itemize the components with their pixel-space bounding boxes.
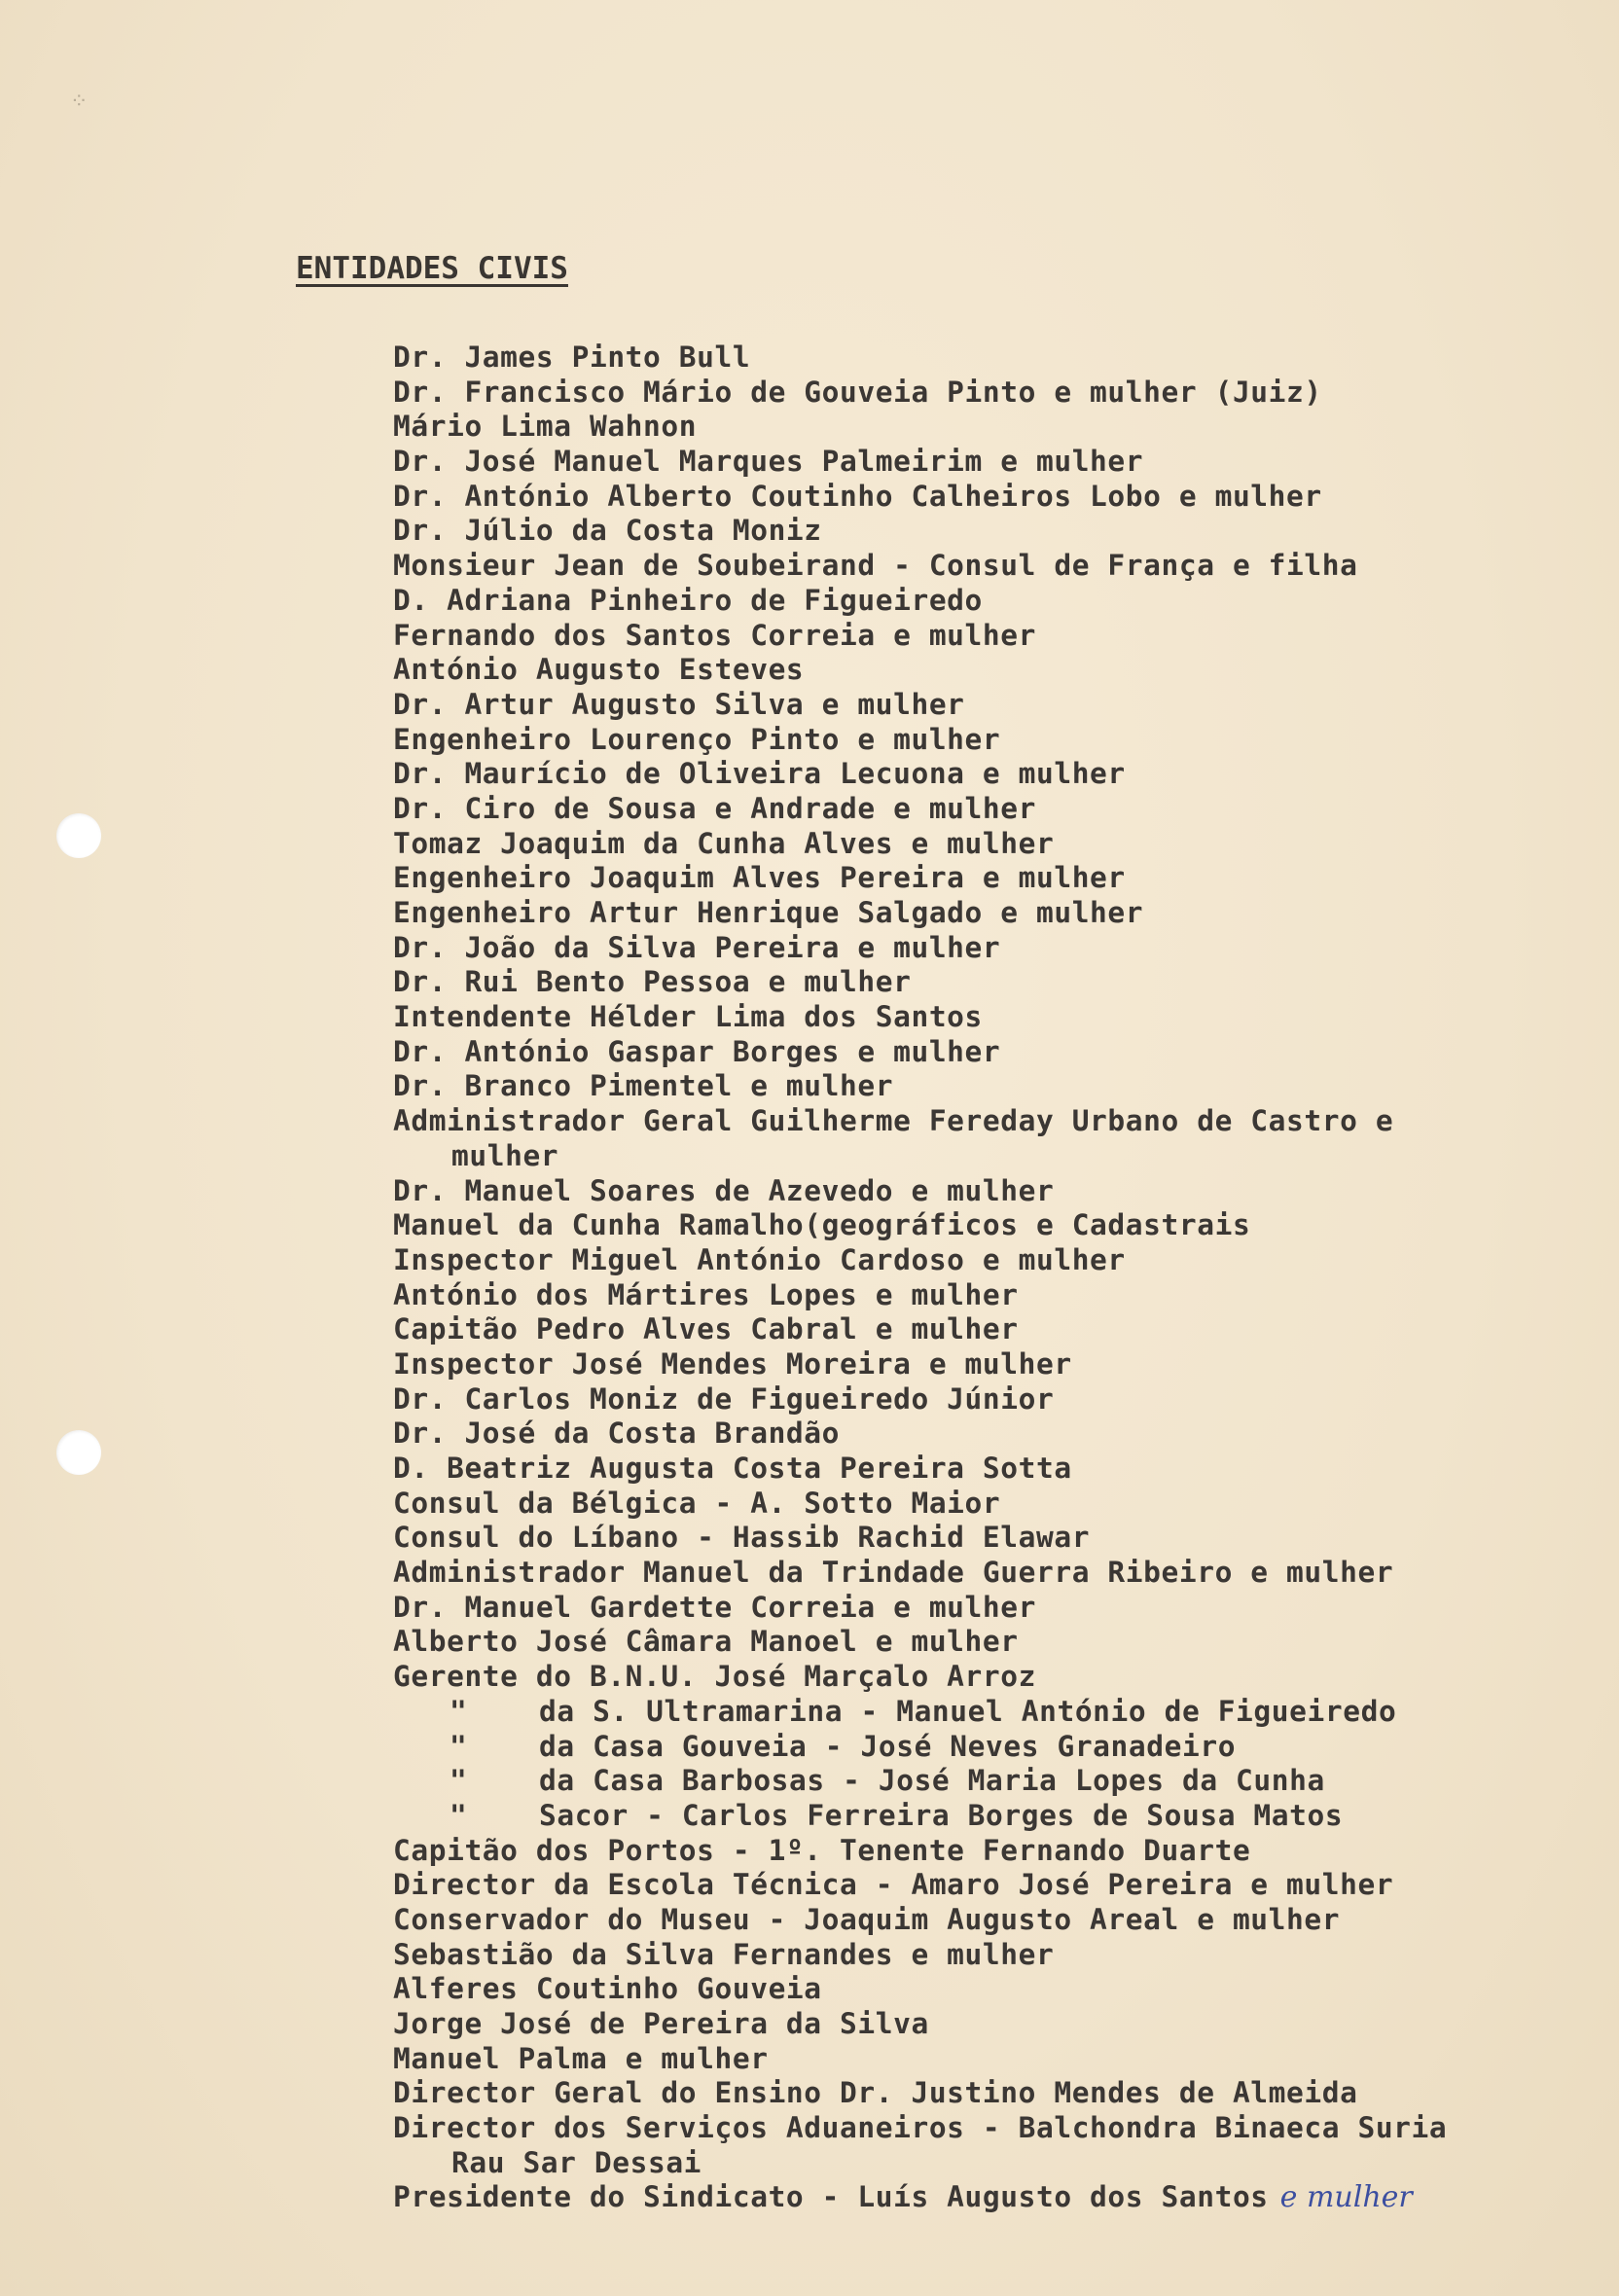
list-item-continuation: Rau Sar Dessai [451, 2145, 702, 2179]
ditto-mark: " [450, 1798, 468, 1832]
ditto-list-item [393, 1764, 1570, 1799]
list-item: Jorge José de Pereira da Silva [393, 2007, 929, 2040]
list-item: Conservador do Museu - Joaquim Augusto Areal e mulher [393, 1902, 1341, 1936]
handwritten-annotation: e mulher [1279, 2180, 1413, 2215]
list-item: Engenheiro Joaquim Alves Pereira e mulher [393, 861, 1126, 895]
list-item-continuation: mulher [451, 1138, 559, 1172]
list-item: Director dos Serviços Aduaneiros - Balchondra Binaeca Suria [393, 2111, 1448, 2145]
punch-hole [56, 813, 101, 858]
list-item: Dr. Branco Pimentel e mulher [393, 1069, 894, 1103]
list-item: Dr. Manuel Gardette Correia e mulher [393, 1590, 1036, 1624]
list-item: Fernando dos Santos Correia e mulher [393, 618, 1036, 652]
list-item: Manuel da Cunha Ramalho(geográficos e Cadastrais [393, 1208, 1251, 1242]
list-item: Alferes Coutinho Gouveia [393, 1972, 822, 2006]
list-item: Dr. Francisco Mário de Gouveia Pinto e mulher (Juiz) [393, 375, 1322, 409]
list-item: Dr. António Alberto Coutinho Calheiros Lobo e mulher [393, 479, 1322, 513]
list-item: Dr. António Gaspar Borges e mulher [393, 1034, 1001, 1068]
list-item: António dos Mártires Lopes e mulher [393, 1277, 1019, 1311]
list-item: Dr. Júlio da Costa Moniz [393, 514, 822, 548]
ditto-item-text: da S. Ultramarina - Manuel António de Figueiredo [539, 1694, 1397, 1728]
list-item: Dr. Manuel Soares de Azevedo e mulher [393, 1173, 1055, 1207]
list-item: Dr. José da Costa Brandão [393, 1417, 841, 1451]
guest-list [393, 341, 1570, 2215]
list-item: Monsieur Jean de Soubeirand - Consul de França e filha [393, 549, 1358, 583]
list-item: D. Beatriz Augusta Costa Pereira Sotta [393, 1452, 1072, 1485]
ditto-mark: " [450, 1764, 468, 1798]
list-item: Tomaz Joaquim da Cunha Alves e mulher [393, 826, 1055, 860]
ditto-mark: " [450, 1694, 468, 1728]
ditto-item-text: da Casa Barbosas - José Maria Lopes da Cunha [539, 1764, 1325, 1798]
list-item: Manuel Palma e mulher [393, 2041, 769, 2075]
punch-hole [56, 1430, 101, 1475]
list-item: Director Geral do Ensino Dr. Justino Mendes de Almeida [393, 2076, 1358, 2110]
list-item: Dr. James Pinto Bull [393, 341, 751, 374]
list-item: Dr. Rui Bento Pessoa e mulher [393, 965, 912, 999]
list-item: Inspector Miguel António Cardoso e mulher [393, 1242, 1126, 1276]
ditto-mark: " [450, 1729, 468, 1763]
list-item: D. Adriana Pinheiro de Figueiredo [393, 583, 983, 617]
list-item: António Augusto Esteves [393, 653, 805, 687]
list-item: Engenheiro Artur Henrique Salgado e mulher [393, 896, 1144, 929]
list-item [393, 2180, 1570, 2215]
list-item: Intendente Hélder Lima dos Santos [393, 1000, 983, 1034]
list-item: Consul do Líbano - Hassib Rachid Elawar [393, 1521, 1091, 1555]
list-item: Dr. José Manuel Marques Palmeirim e mulher [393, 445, 1144, 479]
ditto-list-item [393, 1695, 1570, 1730]
list-item: Director da Escola Técnica - Amaro José Pereira e mulher [393, 1868, 1394, 1902]
list-item: Alberto José Câmara Manoel e mulher [393, 1625, 1019, 1659]
ditto-item-text: da Casa Gouveia - José Neves Granadeiro [539, 1729, 1237, 1763]
list-item: Engenheiro Lourenço Pinto e mulher [393, 722, 1001, 756]
list-item: Administrador Geral Guilherme Fereday Urbano de Castro e [393, 1104, 1394, 1138]
list-item: Capitão dos Portos - 1º. Tenente Fernando Duarte [393, 1833, 1251, 1867]
ditto-item-text: Sacor - Carlos Ferreira Borges de Sousa Matos [539, 1798, 1344, 1832]
list-item: Sebastião da Silva Fernandes e mulher [393, 1937, 1055, 1971]
list-item: Dr. Maurício de Oliveira Lecuona e mulher [393, 757, 1126, 791]
list-item: Dr. João da Silva Pereira e mulher [393, 930, 1001, 964]
list-item: Dr. Carlos Moniz de Figueiredo Júnior [393, 1381, 1055, 1416]
list-item: Administrador Manuel da Trindade Guerra Ribeiro e mulher [393, 1556, 1394, 1590]
list-item: Gerente do B.N.U. José Marçalo Arroz [393, 1660, 1036, 1694]
list-item: Consul da Bélgica - A. Sotto Maior [393, 1486, 1001, 1520]
list-item: Dr. Artur Augusto Silva e mulher [393, 687, 965, 721]
ditto-list-item [393, 1730, 1570, 1765]
list-item: Inspector José Mendes Moreira e mulher [393, 1346, 1072, 1381]
list-item: Mário Lima Wahnon [393, 410, 698, 444]
paper-mark: ⁘ [70, 90, 89, 114]
list-item-text: Presidente do Sindicato - Luís Augusto dos Santos [393, 2180, 1269, 2214]
list-item: Capitão Pedro Alves Cabral e mulher [393, 1312, 1019, 1346]
section-heading: ENTIDADES CIVIS [296, 251, 568, 286]
ditto-list-item [393, 1799, 1570, 1834]
list-item: Dr. Ciro de Sousa e Andrade e mulher [393, 791, 1036, 825]
